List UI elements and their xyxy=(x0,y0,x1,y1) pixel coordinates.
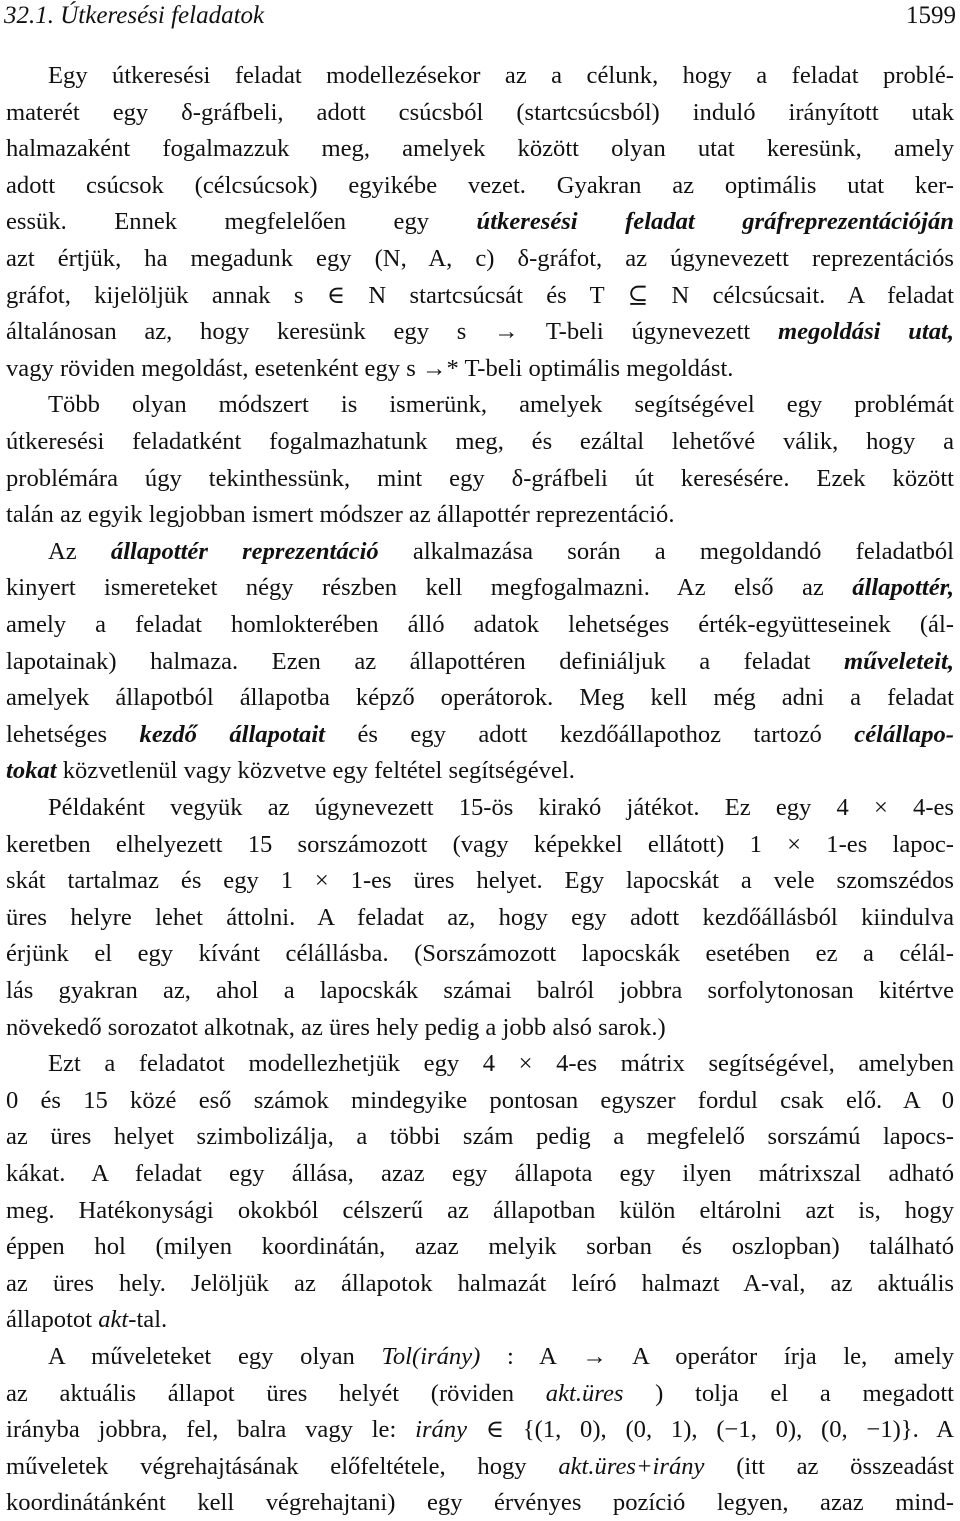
text-run: azt értjük, ha megadunk egy (N, A, c) δ-gráfot, az úgynevezett reprezentációs xyxy=(6,245,954,272)
text-line xyxy=(6,278,954,314)
text-line xyxy=(48,1046,954,1082)
text-line xyxy=(6,1156,954,1192)
text-line xyxy=(6,570,954,606)
text-run: : A → A operátor írja le, amely xyxy=(480,1343,954,1370)
text-run: vagy röviden megoldást, esetenként egy s →* T-beli optimális megoldást. xyxy=(6,354,734,382)
text-run: Ezt a feladatot modellezhetjük egy 4 × 4-es mátrix segítségével, amelyben xyxy=(48,1050,954,1078)
italic-term: akt.üres xyxy=(545,1379,624,1407)
text-run: materét egy δ-gráfbeli, adott csúcsból (startcsúcsból) induló irányított utak xyxy=(6,98,954,126)
text-run: közvetlenül vagy közvetve egy feltétel segítségével. xyxy=(56,757,575,785)
emphasized-term: műveleteit, xyxy=(844,647,954,675)
text-line xyxy=(6,204,954,240)
text-run: lapotainak) halmaza. Ezen az állapottéren definiáljuk a feladat xyxy=(6,647,845,675)
text-run: Az xyxy=(48,537,111,565)
text-line xyxy=(6,1083,954,1119)
text-run: problémára úgy tekinthessünk, mint egy δ-gráfbeli út keresésére. Ezek között xyxy=(6,464,954,492)
text-run: Egy útkeresési feladat modellezésekor az a célunk, hogy a feladat problé- xyxy=(48,62,954,89)
text-line xyxy=(48,534,954,570)
text-run: kákat. A feladat egy állása, azaz egy állapota egy ilyen mátrixszal adható xyxy=(6,1160,954,1187)
text-line xyxy=(6,461,954,497)
text-run: adott csúcsok (célcsúcsok) egyikébe vezet. Gyakran az optimális utat ker- xyxy=(6,171,954,199)
text-line xyxy=(6,717,954,753)
text-line xyxy=(6,1412,954,1448)
text-line xyxy=(6,1485,954,1521)
text-line xyxy=(6,680,954,716)
text-line xyxy=(6,314,954,350)
text-line xyxy=(6,168,954,204)
emphasized-term: útkeresési feladat gráfreprezentációján xyxy=(476,208,954,236)
text-run: növekedő sorozatot alkotnak, az üres hely pedig a jobb alsó sarok.) xyxy=(6,1013,666,1041)
text-run: 0 és 15 közé eső számok mindegyike pontosan egyszer fordul csak elő. A 0 xyxy=(6,1086,954,1114)
text-run: kinyert ismereteket négy részben kell megfogalmazni. Az első az xyxy=(6,574,853,602)
text-run: amelyek állapotból állapotba képző operátorok. Meg kell még adni a feladat xyxy=(6,684,954,712)
italic-term: akt xyxy=(98,1306,129,1334)
text-run: A műveleteket egy olyan xyxy=(48,1343,382,1370)
text-line xyxy=(6,241,954,277)
text-run: az aktuális állapot üres helyét (röviden xyxy=(6,1379,546,1407)
text-line xyxy=(6,827,954,863)
text-line xyxy=(6,1449,954,1485)
section-heading xyxy=(4,2,264,30)
text-run: ) tolja el a megadott xyxy=(623,1379,954,1407)
text-run: Példaként vegyük az úgynevezett 15-ös kirakó játékot. Ez egy 4 × 4-es xyxy=(48,794,954,821)
text-run: lehetséges xyxy=(6,720,140,748)
text-run: skát tartalmaz és egy 1 × 1-es üres helyet. Egy lapocskát a vele szomszédos xyxy=(6,867,954,895)
section-title: Útkeresési feladatok xyxy=(60,2,265,29)
text-line xyxy=(6,863,954,899)
text-line xyxy=(6,1229,954,1265)
text-run: irányba jobbra, fel, balra vagy le: xyxy=(6,1416,416,1444)
text-line xyxy=(6,644,954,680)
text-run: általánosan az, hogy keresünk egy s → T-beli úgynevezett xyxy=(6,318,778,346)
text-run: lás gyakran az, ahol a lapocskák számai balról jobbra sorfolytonosan kitértve xyxy=(6,977,954,1004)
text-run: az üres helyet szimbolizálja, a többi szám pedig a megfelelő sorszámú lapocs- xyxy=(6,1123,954,1151)
text-run: útkeresési feladatként fogalmazhatunk meg, és ezáltal lehetővé válik, hogy a xyxy=(6,428,954,455)
page-number: 1599 xyxy=(906,2,956,29)
text-run: érjünk el egy kívánt célállásba. (Sorszámozott lapocskák esetében ez a célál- xyxy=(6,940,954,968)
section-number: 32.1. xyxy=(4,2,54,29)
text-run: üres helyre lehet áttolni. A feladat az, hogy egy adott kezdőállásból kiindulva xyxy=(6,903,954,931)
text-line xyxy=(6,1010,954,1046)
text-line xyxy=(6,1266,954,1302)
text-run: essük. Ennek megfelelően egy xyxy=(6,208,477,236)
text-run: -tal. xyxy=(128,1306,168,1334)
text-line xyxy=(6,497,954,533)
text-line xyxy=(6,95,954,131)
text-line xyxy=(6,131,954,167)
emphasized-term: állapottér, xyxy=(852,574,954,602)
text-run: amely a feladat homlokterében álló adatok lehetséges érték-együtteseinek (ál- xyxy=(6,611,954,638)
text-run: halmazaként fogalmazzuk meg, amelyek között olyan utat keresünk, amely xyxy=(6,135,954,163)
text-line xyxy=(6,1302,954,1338)
italic-term: irány xyxy=(415,1416,468,1444)
text-line xyxy=(48,58,954,94)
text-run: és egy adott kezdőállapothoz tartozó xyxy=(325,720,855,748)
italic-term: Tol(irány) xyxy=(381,1343,481,1370)
italic-term: akt.üres+irány xyxy=(558,1452,705,1480)
running-header xyxy=(4,2,956,36)
text-line xyxy=(6,351,954,387)
text-line xyxy=(6,1119,954,1155)
text-run: az üres hely. Jelöljük az állapotok halmazát leíró halmazt A-val, az aktuális xyxy=(6,1269,954,1297)
text-run: ∈ {(1, 0), (0, 1), (−1, 0), (0, −1)}. A xyxy=(467,1416,954,1444)
text-line xyxy=(6,424,954,460)
text-line xyxy=(48,387,954,423)
emphasized-term: tokat xyxy=(6,757,57,785)
text-run: Több olyan módszert is ismerünk, amelyek segítségével egy problémát xyxy=(48,391,954,419)
text-run: keretben elhelyezett 15 sorszámozott (vagy képekkel ellátott) 1 × 1-es lapoc- xyxy=(6,830,954,858)
emphasized-term: kezdő állapotait xyxy=(139,720,325,748)
text-run: (itt az összeadást xyxy=(704,1452,954,1480)
text-run: éppen hol (milyen koordinátán, azaz melyik sorban és oszlopban) található xyxy=(6,1233,954,1261)
text-line xyxy=(6,973,954,1009)
text-run: alkalmazása során a megoldandó feladatból xyxy=(378,537,954,565)
text-line xyxy=(6,900,954,936)
text-line xyxy=(48,1339,954,1375)
emphasized-term: célállapo- xyxy=(854,720,954,748)
text-line xyxy=(6,753,954,789)
text-run: talán az egyik legjobban ismert módszer az állapottér reprezentáció. xyxy=(6,501,675,529)
text-run: koordinátánként kell végrehajtani) egy érvényes pozíció legyen, azaz mind- xyxy=(6,1489,954,1517)
text-run: műveletek végrehajtásának előfeltétele, hogy xyxy=(6,1452,559,1480)
text-line xyxy=(48,790,954,826)
text-line xyxy=(6,936,954,972)
text-line xyxy=(6,1193,954,1229)
text-line xyxy=(6,607,954,643)
emphasized-term: állapottér reprezentáció xyxy=(110,537,379,565)
text-run: meg. Hatékonysági okokból célszerű az állapotban külön eltárolni azt is, hogy xyxy=(6,1196,954,1224)
emphasized-term: megoldási utat, xyxy=(778,318,954,346)
text-line xyxy=(6,1376,954,1412)
text-run: állapotot xyxy=(6,1306,99,1334)
text-run: gráfot, kijelöljük annak s ∈ N startcsúcsát és T ⊆ N célcsúcsait. A feladat xyxy=(6,281,954,309)
